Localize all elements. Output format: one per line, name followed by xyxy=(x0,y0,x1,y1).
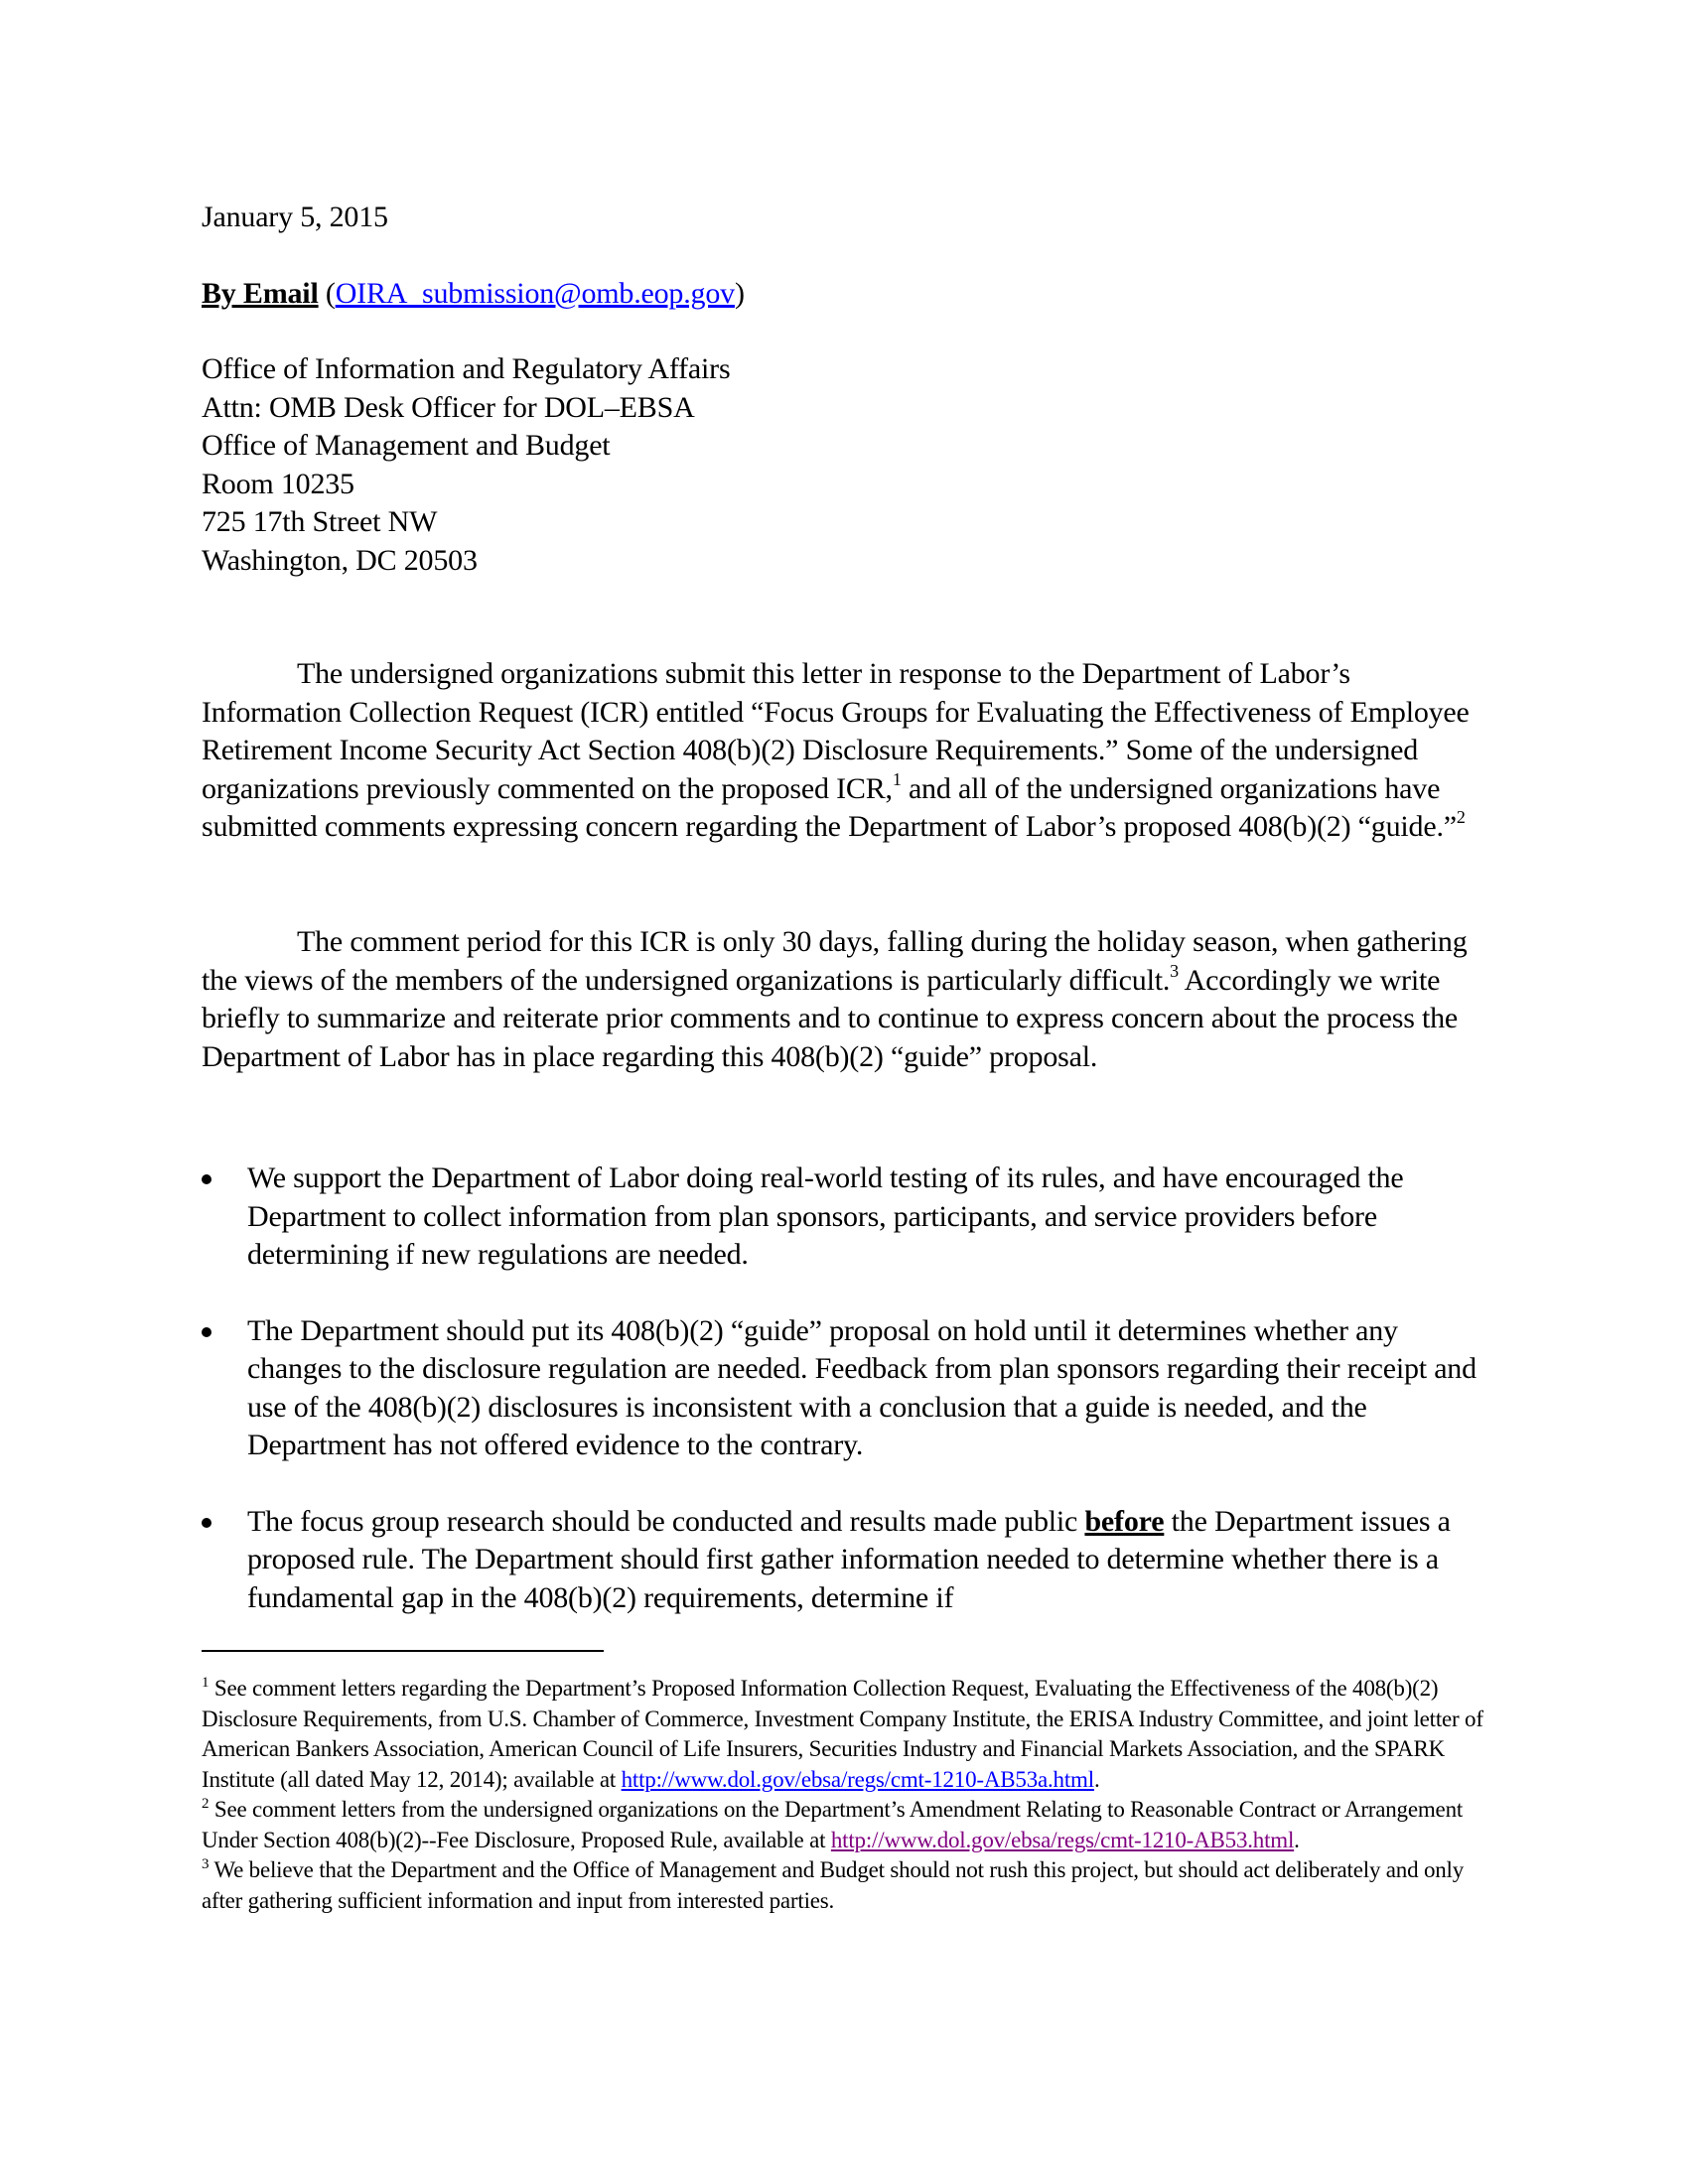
letter-date: January 5, 2015 xyxy=(202,201,388,233)
email-link[interactable]: OIRA_submission@omb.eop.gov xyxy=(335,277,735,310)
footnote-number: 2 xyxy=(202,1796,210,1813)
footnote-number: 1 xyxy=(202,1675,210,1692)
bullet-text: the Department issues a proposed rule. The Department should first gather information needed to determine whether there is a fundamental gap in the 408(b)(2) requirements, determine if xyxy=(247,1504,1451,1614)
footnote-3 xyxy=(202,1855,1492,1916)
footnote-number: 3 xyxy=(202,1856,210,1873)
bullet-dot-icon xyxy=(202,1327,211,1337)
paragraph-text: and all of the undersigned organizations have submitted comments expressing concern regarding the Department of Labor’s proposed 408(b)(2) “guide.” xyxy=(202,771,1457,843)
footnote-ref-3[interactable]: 3 xyxy=(1170,960,1179,981)
footnote-ref-2[interactable]: 2 xyxy=(1456,807,1466,827)
paragraph-text: Accordingly we write briefly to summarize and reiterate prior comments and to continue to express concern about the process the Department of Labor has in place regarding this 408(b)(2) “guide” proposal. xyxy=(202,963,1459,1073)
address-line: Office of Information and Regulatory Affairs xyxy=(202,352,731,385)
footnote-1-link[interactable]: http://www.dol.gov/ebsa/regs/cmt-1210-AB53a.html xyxy=(621,1766,1094,1792)
address-line: Room 10235 xyxy=(202,467,354,500)
open-paren: ( xyxy=(318,277,336,310)
recipient-address xyxy=(202,350,730,580)
bullet-item xyxy=(202,1312,1492,1465)
footnotes xyxy=(202,1674,1492,1916)
delivery-method-label: By Email xyxy=(202,277,319,310)
bullet-list xyxy=(202,1160,1492,1655)
footnote-2 xyxy=(202,1795,1492,1855)
bullet-text: We support the Department of Labor doing real-world testing of its rules, and have encouraged the Department to collect information from plan sponsors, participants, and service providers before determining if new regulations are needed. xyxy=(247,1161,1404,1271)
footnote-1 xyxy=(202,1674,1492,1795)
paragraph-text: The undersigned organizations submit this letter in response to the Department of Labor’s Information Collection Request (ICR) entitled “Focus Groups for Evaluating the Effectiveness of Employee Retirement Income Security Act Section 408(b)(2) Disclosure Requirements.” Some of the undersigned organizations previously commented on the proposed ICR, xyxy=(202,657,1470,805)
close-paren: ) xyxy=(734,277,745,310)
footnote-text: See comment letters from the undersigned organizations on the Department’s Amendment Relating to Reasonable Contract or Arrangement Under Section 408(b)(2)--Fee Disclosure, Proposed Rule, available at xyxy=(202,1797,1464,1852)
bullet-dot-icon xyxy=(202,1518,211,1528)
bullet-item xyxy=(202,1160,1492,1275)
bullet-dot-icon xyxy=(202,1174,211,1184)
footnote-tail: . xyxy=(1093,1766,1100,1792)
delivery-line xyxy=(202,275,745,314)
bullet-text: The Department should put its 408(b)(2) “guide” proposal on hold until it determines whether any changes to the disclosure regulation are needed. Feedback from plan sponsors regarding their receipt and use of the 408(b)(2) disclosures is inconsistent with a conclusion that a guide is needed, and the Department has not offered evidence to the contrary. xyxy=(247,1313,1477,1461)
bullet-text: The focus group research should be conducted and results made public xyxy=(247,1504,1085,1538)
intro-paragraph xyxy=(202,655,1492,847)
footnote-2-link[interactable]: http://www.dol.gov/ebsa/regs/cmt-1210-AB53.html xyxy=(830,1827,1295,1852)
paragraph-text: The comment period for this ICR is only 30 days, falling during the holiday season, when gathering the views of the members of the undersigned organizations is particularly difficult. xyxy=(202,925,1468,997)
footnote-text: We believe that the Department and the Office of Management and Budget should not rush this project, but should act deliberately and only after gathering sufficient information and input from interested parties. xyxy=(202,1857,1465,1913)
footnote-text: See comment letters regarding the Department’s Proposed Information Collection Request, Evaluating the Effectiveness of the 408(b)(2) Disclosure Requirements, from U.S. Chamber of Commerce, Investment Company Institute, the ERISA Industry Committee, and joint letter of American Bankers Association, American Council of Life Insurers, Securities Industry and Financial Markets Association, and the SPARK Institute (all dated May 12, 2014); available at xyxy=(202,1676,1483,1792)
comment-period-paragraph xyxy=(202,923,1492,1076)
footnote-divider xyxy=(202,1650,604,1652)
address-line: Attn: OMB Desk Officer for DOL–EBSA xyxy=(202,390,695,424)
address-line: Office of Management and Budget xyxy=(202,429,611,462)
bullet-item xyxy=(202,1503,1492,1618)
emphasis-before: before xyxy=(1084,1504,1165,1538)
address-line: Washington, DC 20503 xyxy=(202,543,478,577)
footnote-tail: . xyxy=(1294,1827,1300,1852)
footnote-ref-1[interactable]: 1 xyxy=(892,768,902,789)
address-line: 725 17th Street NW xyxy=(202,505,438,538)
